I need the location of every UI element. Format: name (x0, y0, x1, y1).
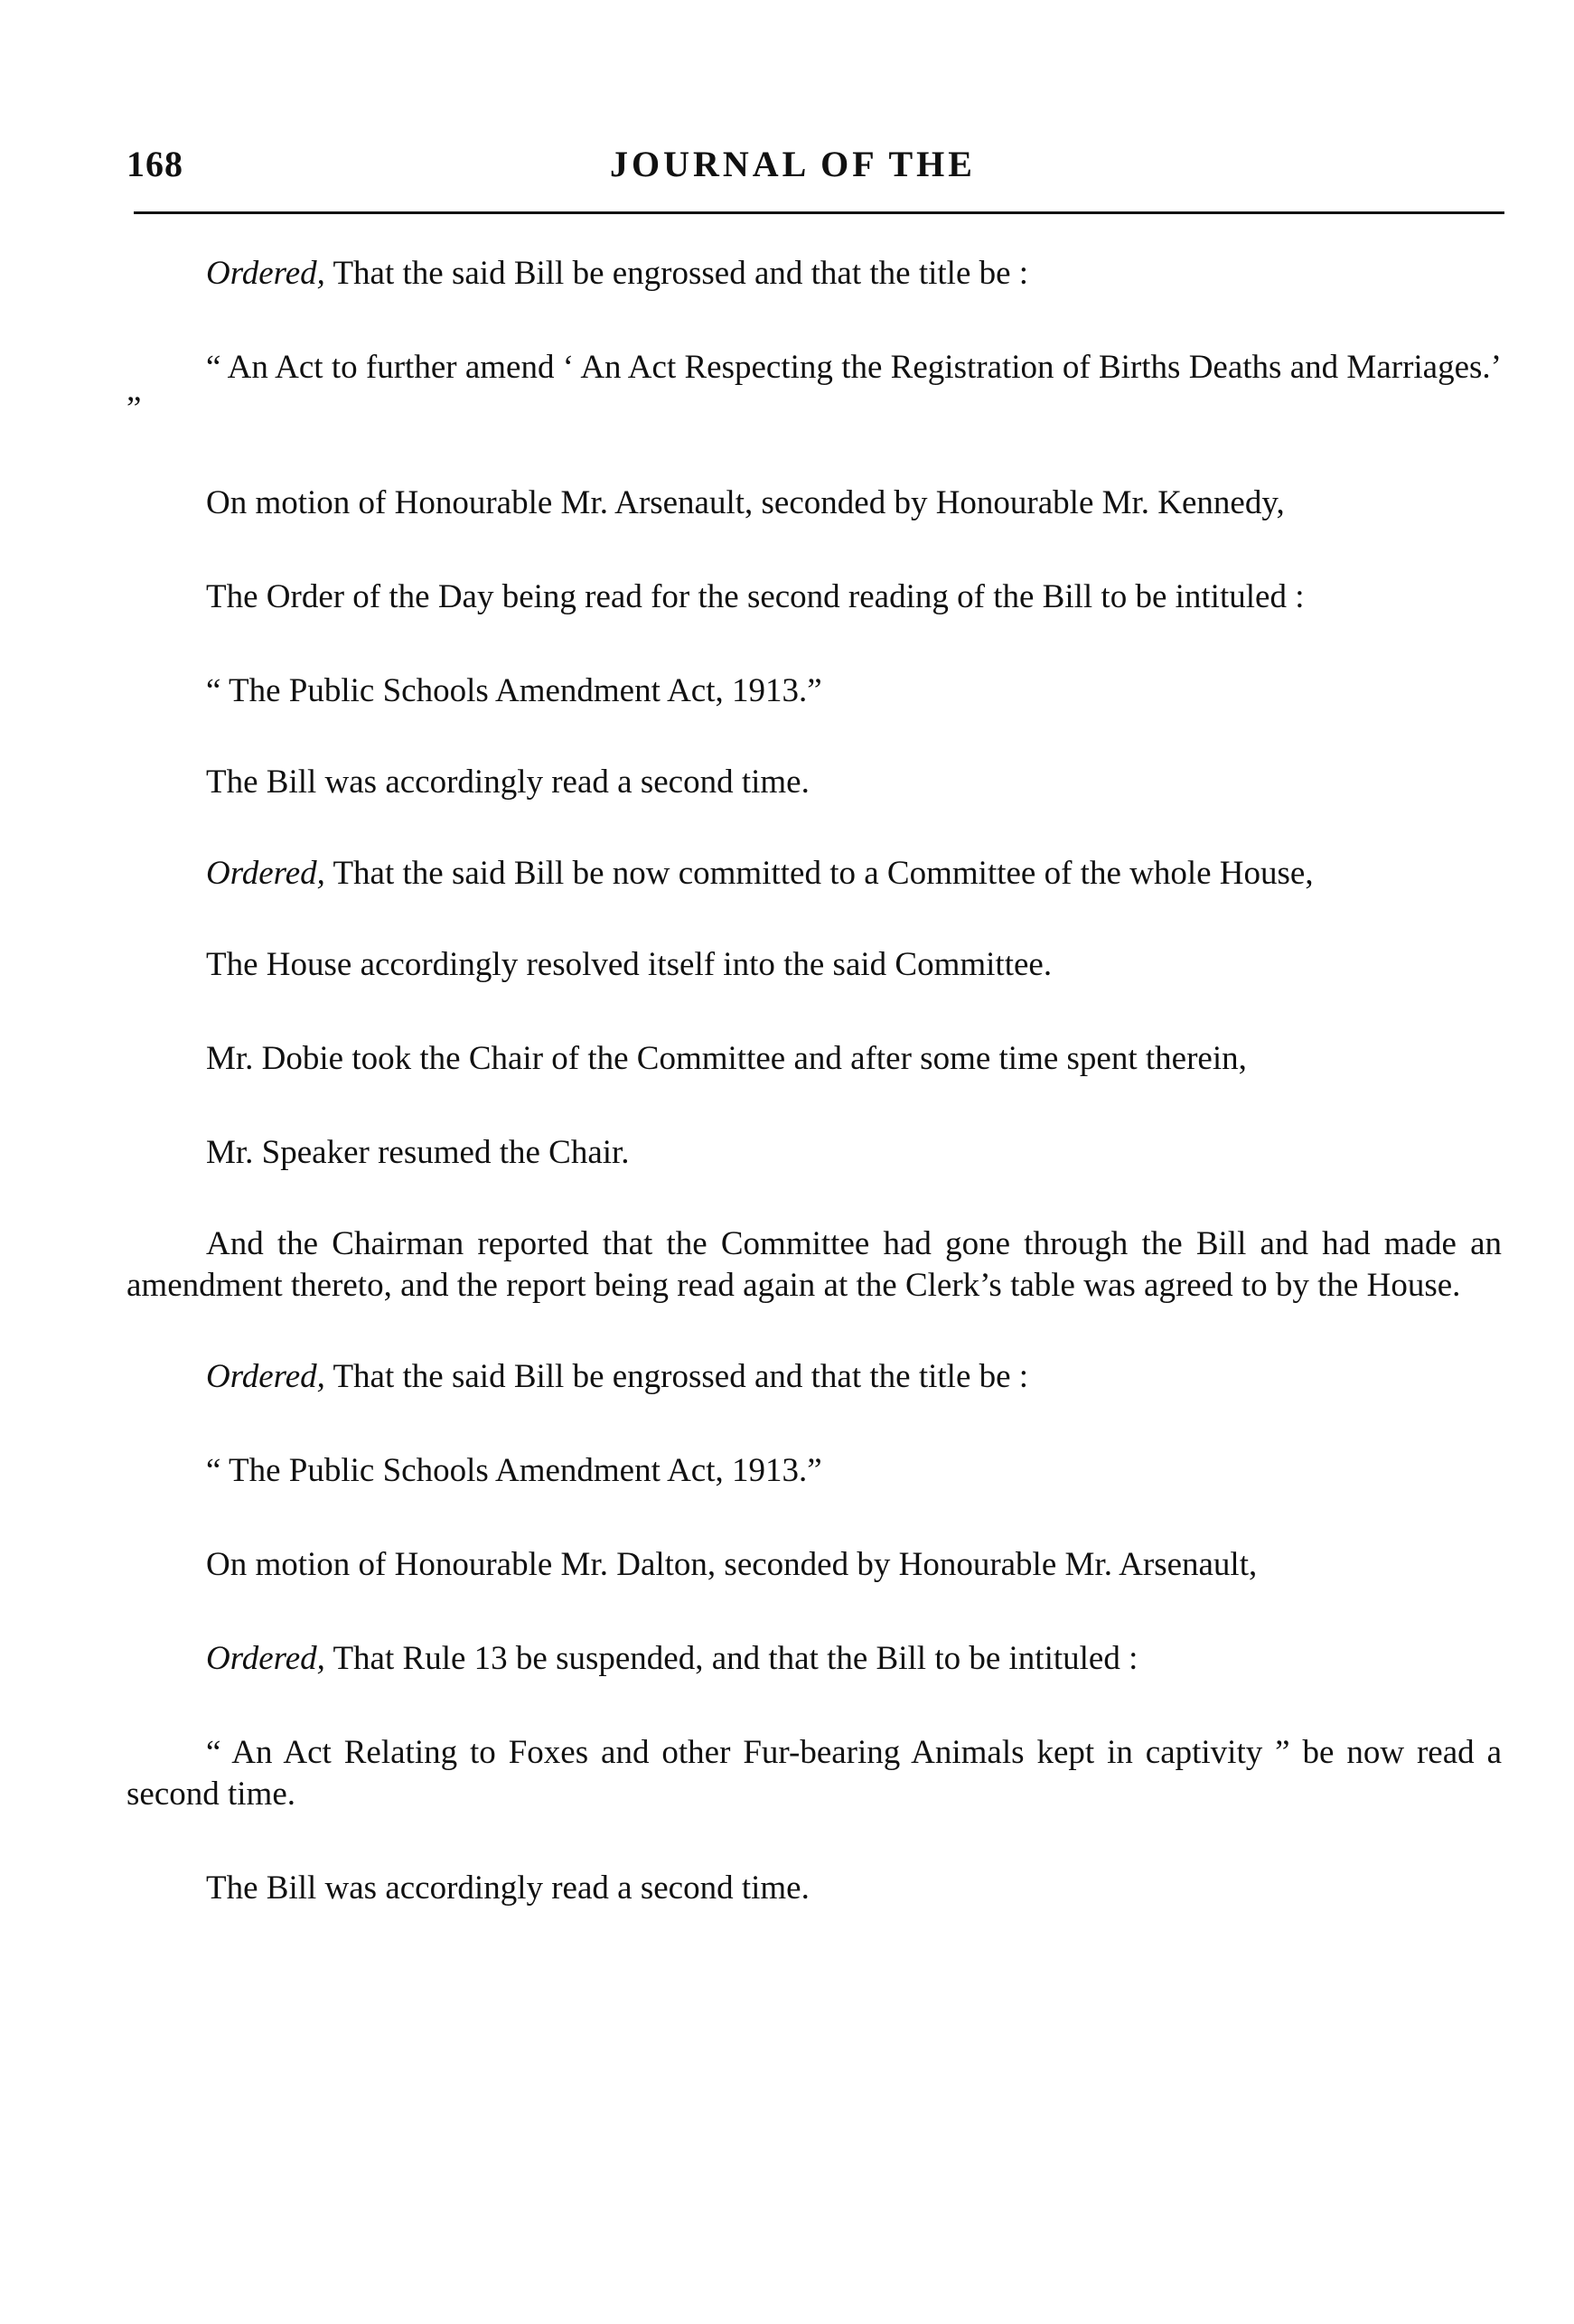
paragraph-second-reading-2 (126, 1868, 1502, 1909)
page-number: 168 (126, 144, 183, 184)
paragraph-ordered-engrossed (126, 253, 1502, 295)
paragraph-motion-dalton (126, 1544, 1502, 1586)
paragraph-text: On motion of Honourable Mr. Dalton, seconded by Honourable Mr. Arsenault, (206, 1546, 1258, 1583)
paragraph-text: “ The Public Schools Amendment Act, 1913.” (206, 1452, 822, 1489)
paragraph-order-of-day (126, 576, 1502, 618)
journal-body (126, 253, 1502, 1909)
ordered-lead: Ordered, (206, 255, 325, 292)
paragraph-chairman-reported (126, 1223, 1502, 1307)
paragraph-text: That the said Bill be engrossed and that the title be : (324, 1358, 1029, 1395)
paragraph-ordered-engrossed-2 (126, 1356, 1502, 1398)
paragraph-foxes-act (126, 1732, 1502, 1815)
paragraph-text: Ordered, That Rule 13 be suspended, and that the Bill to be intituled : (206, 1640, 1138, 1677)
paragraph-act-title (126, 347, 1502, 430)
paragraph-text: The House accordingly resolved itself into the said Committee. (206, 946, 1053, 983)
paragraph-second-reading (126, 762, 1502, 803)
paragraph-house-resolved (126, 944, 1502, 986)
paragraph-text: The Order of the Day being read for the second reading of the Bill to be intituled : (206, 578, 1305, 615)
ordered-lead: Ordered, (206, 1358, 325, 1395)
paragraph-ordered-committed (126, 853, 1502, 895)
paragraph-text: On motion of Honourable Mr. Arsenault, seconded by Honourable Mr. Kennedy, (206, 484, 1285, 521)
paragraph-bill-title (126, 670, 1502, 712)
paragraph-dobie-chair (126, 1038, 1502, 1080)
paragraph-text: “ An Act to further amend ‘ An Act Respecting the Registration of Births Deaths and Marriages.’ ” (126, 349, 1502, 427)
ordered-lead: Ordered, (206, 855, 325, 892)
paragraph-text: Mr. Speaker resumed the Chair. (206, 1134, 630, 1171)
paragraph-motion (126, 483, 1502, 524)
header-rule (134, 211, 1504, 214)
paragraph-speaker-resumed (126, 1132, 1502, 1174)
paragraph-text: The Bill was accordingly read a second time. (206, 1870, 810, 1907)
paragraph-text: That the said Bill be now committed to a Committee of the whole House, (324, 855, 1314, 892)
paragraph-text: “ An Act Relating to Foxes and other Fur-bearing Animals kept in captivity ” be now read a second time. (126, 1734, 1502, 1813)
page-header (126, 143, 1504, 197)
paragraph-text: That the said Bill be engrossed and that the title be : (324, 255, 1029, 292)
ordered-lead: Ordered, (206, 1640, 325, 1677)
paragraph-text: Mr. Dobie took the Chair of the Committee and after some time spent therein, (206, 1040, 1247, 1077)
paragraph-text: “ The Public Schools Amendment Act, 1913.” (206, 672, 822, 709)
paragraph-ordered-rule-13 (126, 1638, 1502, 1680)
running-title: JOURNAL OF THE (610, 144, 976, 184)
paragraph-text: And the Chairman reported that the Committee had gone through the Bill and had made an amendment thereto, and the report being read again at the Clerk’s table was agreed to by the House. (126, 1225, 1502, 1304)
paragraph-text: The Bill was accordingly read a second time. (206, 764, 810, 801)
paragraph-bill-title-2 (126, 1450, 1502, 1492)
